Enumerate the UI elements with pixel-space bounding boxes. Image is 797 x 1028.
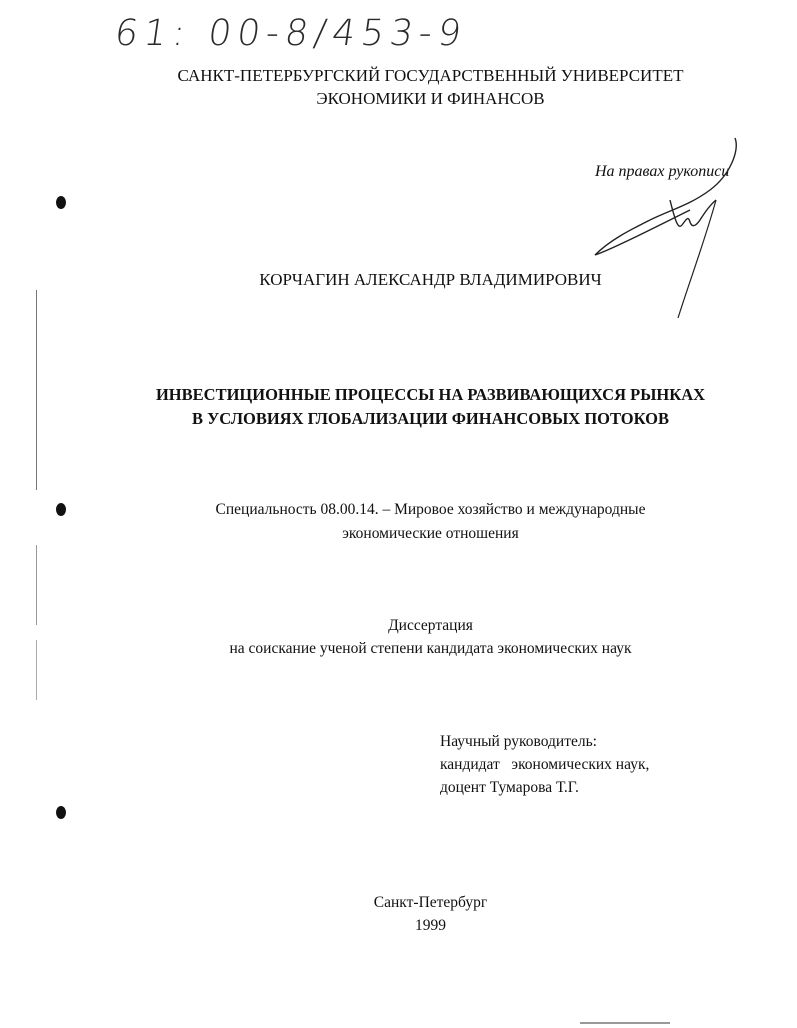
scan-edge-mark [580, 1022, 670, 1024]
signature [590, 130, 750, 330]
punch-hole-middle [56, 503, 66, 516]
punch-hole-bottom [56, 806, 66, 819]
author-name: КОРЧАГИН АЛЕКСАНДР ВЛАДИМИРОВИЧ [259, 270, 602, 289]
manuscript-rights-label: На правах рукописи [595, 163, 730, 180]
year: 1999 [415, 917, 446, 934]
margin-line [36, 290, 37, 490]
dissertation-title-line1: ИНВЕСТИЦИОННЫЕ ПРОЦЕССЫ НА РАЗВИВАЮЩИХСЯ РЫНКАХ [155, 385, 706, 404]
university-name-line2: ЭКОНОМИКИ И ФИНАНСОВ [316, 89, 545, 108]
punch-hole-top [56, 196, 66, 209]
specialty-line2: экономические отношения [342, 525, 519, 542]
university-name-line1: САНКТ-ПЕТЕРБУРГСКИЙ ГОСУДАРСТВЕННЫЙ УНИВЕРСИТЕТ [177, 66, 684, 85]
supervisor-degree: кандидат экономических наук, [440, 756, 650, 773]
city: Санкт-Петербург [373, 894, 488, 911]
dissertation-label: Диссертация [388, 617, 473, 634]
dissertation-title-line2: В УСЛОВИЯХ ГЛОБАЛИЗАЦИИ ФИНАНСОВЫХ ПОТОКОВ [191, 409, 670, 428]
margin-line [36, 545, 37, 625]
supervisor-name: доцент Тумарова Т.Г. [440, 779, 579, 796]
archive-code: 61: 00-8/453-9 [112, 13, 470, 54]
degree-statement: на соискание ученой степени кандидата экономических наук [229, 640, 632, 657]
supervisor-label: Научный руководитель: [440, 733, 597, 750]
specialty-line1: Специальность 08.00.14. – Мировое хозяйство и международные [215, 501, 646, 518]
margin-line [36, 640, 37, 700]
